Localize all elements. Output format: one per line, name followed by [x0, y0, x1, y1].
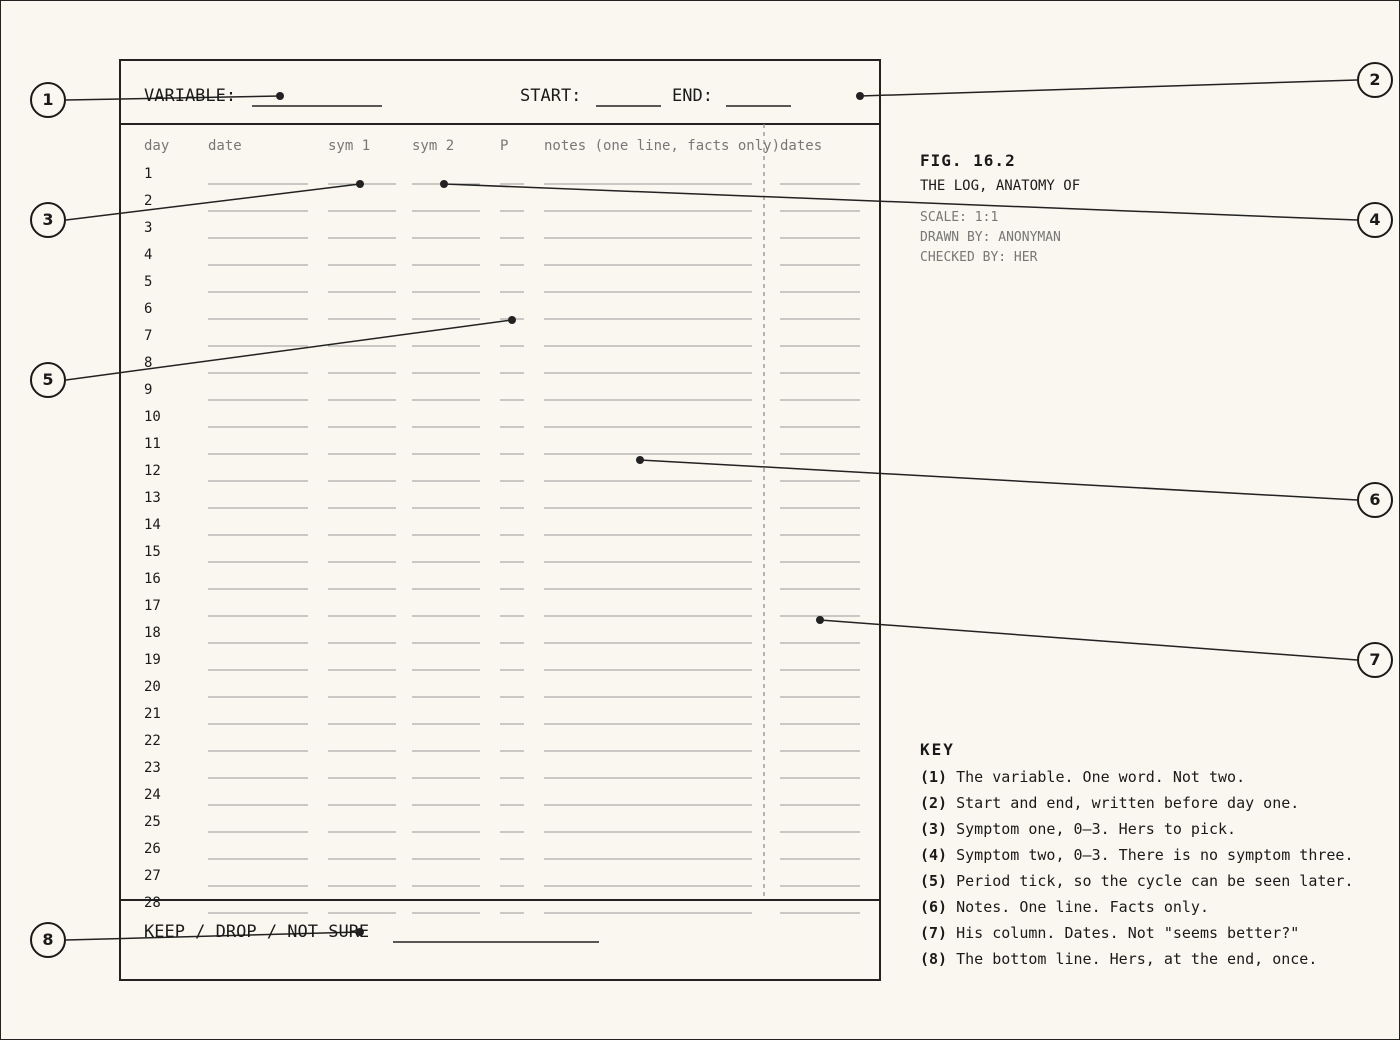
leader-3 — [66, 184, 360, 220]
leader-dot-3 — [356, 180, 364, 188]
day-number: 24 — [144, 787, 161, 803]
day-number: 9 — [144, 382, 153, 398]
column-header-period: P — [500, 138, 509, 154]
day-number: 4 — [144, 247, 153, 263]
figure-drawn-by: DRAWN BY: ANONYMAN — [920, 230, 1061, 245]
day-number: 20 — [144, 679, 161, 695]
key-item — [920, 898, 1209, 916]
leader-dot-7 — [816, 616, 824, 624]
key-item-number: (4) — [920, 846, 948, 864]
row-lines — [208, 184, 860, 913]
key-item-text: Symptom two, 0–3. There is no symptom three. — [956, 846, 1354, 864]
key-item — [920, 768, 1245, 786]
day-number: 5 — [144, 274, 153, 290]
day-number: 25 — [144, 814, 161, 830]
key-item-text: The variable. One word. Not two. — [956, 768, 1246, 786]
column-header-sym2: sym 2 — [412, 138, 455, 154]
leader-5 — [66, 320, 512, 380]
day-number: 22 — [144, 733, 161, 749]
figure-subtitle: THE LOG, ANATOMY OF — [920, 178, 1081, 194]
callout-3: 3 — [30, 202, 66, 238]
key-item — [920, 794, 1299, 812]
day-number: 6 — [144, 301, 153, 317]
key-item — [920, 820, 1236, 838]
leader-dot-2 — [856, 92, 864, 100]
leader-dot-5 — [508, 316, 516, 324]
day-number: 2 — [144, 193, 153, 209]
day-number: 19 — [144, 652, 161, 668]
leader-4 — [444, 184, 1357, 220]
key-item-number: (7) — [920, 924, 948, 942]
key-item — [920, 950, 1317, 968]
key-item-text: His column. Dates. Not "seems better?" — [956, 924, 1300, 942]
leader-dot-6 — [636, 456, 644, 464]
leader-dot-1 — [276, 92, 284, 100]
callout-1: 1 — [30, 82, 66, 118]
day-number: 14 — [144, 517, 161, 533]
start-label: START: — [520, 86, 582, 106]
key-title: KEY — [920, 740, 955, 759]
column-header-day: day — [144, 138, 170, 154]
day-number: 12 — [144, 463, 161, 479]
callout-8: 8 — [30, 922, 66, 958]
day-number: 15 — [144, 544, 161, 560]
callout-4: 4 — [1357, 202, 1393, 238]
day-number: 11 — [144, 436, 161, 452]
key-item-text: Symptom one, 0–3. Hers to pick. — [956, 820, 1237, 838]
day-number: 3 — [144, 220, 153, 236]
day-number: 27 — [144, 868, 161, 884]
callout-7: 7 — [1357, 642, 1393, 678]
leader-6 — [640, 460, 1357, 500]
day-number: 8 — [144, 355, 153, 371]
day-number: 7 — [144, 328, 153, 344]
key-item-number: (6) — [920, 898, 948, 916]
column-header-dates: dates — [780, 138, 823, 154]
footer-decision-label: KEEP / DROP / NOT SURE — [144, 922, 370, 942]
key-item — [920, 872, 1353, 890]
key-item-text: The bottom line. Hers, at the end, once. — [956, 950, 1318, 968]
end-label: END: — [672, 86, 713, 106]
day-number: 28 — [144, 895, 161, 911]
key-item-text: Notes. One line. Facts only. — [956, 898, 1209, 916]
callout-5: 5 — [30, 362, 66, 398]
form-outline — [120, 60, 880, 980]
day-number: 1 — [144, 166, 153, 182]
variable-label: VARIABLE: — [144, 86, 237, 106]
leader-2 — [860, 80, 1357, 96]
key-item-number: (8) — [920, 950, 948, 968]
day-number: 23 — [144, 760, 161, 776]
key-item-number: (2) — [920, 794, 948, 812]
column-header-date: date — [208, 138, 242, 154]
key-item — [920, 846, 1353, 864]
day-number: 26 — [144, 841, 161, 857]
day-number: 17 — [144, 598, 161, 614]
day-number: 13 — [144, 490, 161, 506]
key-item-number: (5) — [920, 872, 948, 890]
key-item-number: (1) — [920, 768, 948, 786]
day-number: 10 — [144, 409, 161, 425]
figure-checked-by: CHECKED BY: HER — [920, 250, 1038, 265]
callout-6: 6 — [1357, 482, 1393, 518]
figure-title: FIG. 16.2 — [920, 151, 1016, 170]
key-item — [920, 924, 1299, 942]
log-form-frame — [120, 60, 880, 980]
leader-7 — [820, 620, 1357, 660]
column-header-notes: notes (one line, facts only) — [544, 138, 781, 154]
figure-scale: SCALE: 1:1 — [920, 210, 999, 225]
leader-dot-4 — [440, 180, 448, 188]
key-item-text: Period tick, so the cycle can be seen later. — [956, 872, 1354, 890]
day-number: 21 — [144, 706, 161, 722]
column-header-sym1: sym 1 — [328, 138, 371, 154]
key-item-text: Start and end, written before day one. — [956, 794, 1300, 812]
day-number: 18 — [144, 625, 161, 641]
day-number: 16 — [144, 571, 161, 587]
callout-2: 2 — [1357, 62, 1393, 98]
key-item-number: (3) — [920, 820, 948, 838]
